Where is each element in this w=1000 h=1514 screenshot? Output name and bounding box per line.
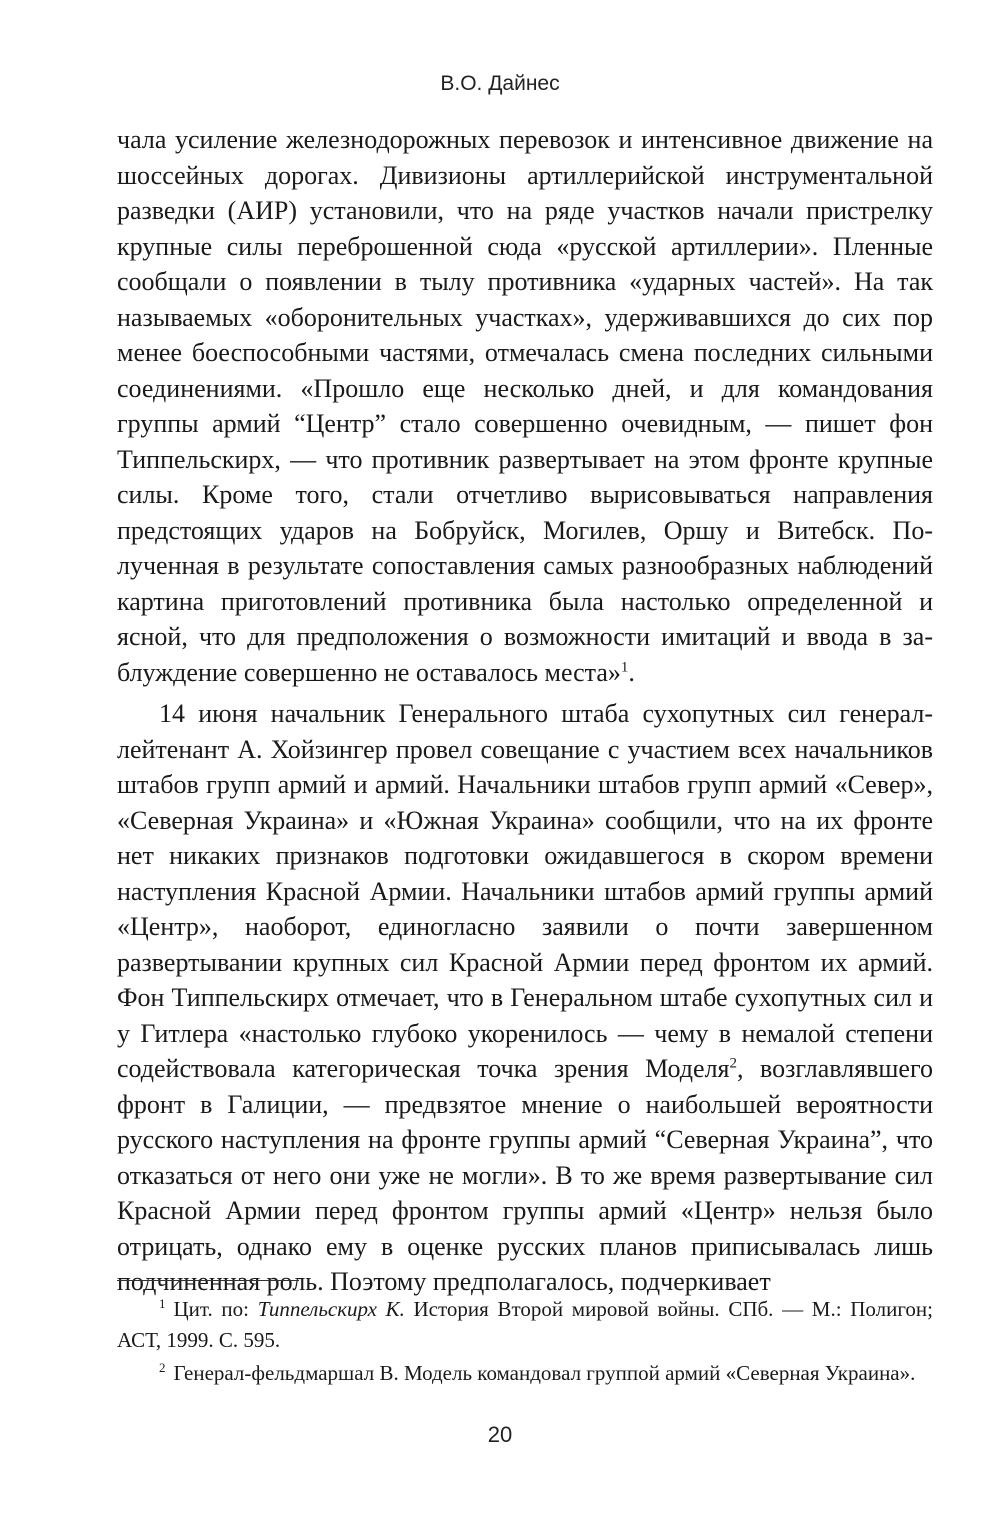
paragraph: чала усиление железнодорожных перевозок и интенсивное движение на шоссейных дорогах. Дивизионы артиллерийской инструментальной разведки (АИР) установили, что на ряде участков начали пристрелку крупные силы переброшенной сюда «русской артиллерии». Пленные сообщали о появлении в тылу противника «ударных частей». На так называемых «оборонительных участках», удерживавшихся до сих пор менее боеспособными частями, отмечалась смена последних сильными соединениями. «Прошло еще несколько дней, и для командования группы армий “Центр” стало совершенно очевидным, — пишет фон Типпельскирх, — что противник развертывает на этом фронте крупные силы. Кроме того, стали отчетливо вырисовываться направления предстоящих ударов на Бобруйск, Могилев, Оршу и Витебск. Полученная в результате сопоставления самых разнообразных наблюдений картина приготовлений противника была настолько определенной и ясной, что для предположения о возможности имитаций и ввода в заблуждение совершенно не оставалось места»$^1$. [117,125,933,687]
main-text [117,122,933,1300]
footnote-1: $^1$ Цит. по: Типпельскирх К. История Второй мировой войны. СПб. — М.: Полигон; АСТ, 1999. С. 595. [117,1296,934,1352]
footnote-ref-1[interactable]: 1 [620,658,629,675]
footnote-separator [117,1280,299,1281]
footnote-ref-2[interactable]: 2 [729,1055,738,1072]
running-head: В.О. Дайнес [440,72,560,95]
page-number: 20 [487,1422,513,1447]
paragraph: 14 июня начальник Генерального штаба сухопутных сил генерал-лейтенант А. Хойзингер провел совещание с участием всех начальников штабов групп армий и армий. Начальники штабов групп армий «Север», «Северная Украина» и «Южная Украина» сообщили, что на их фронте нет никаких признаков подготовки ожидавшегося в скором времени наступления Красной Армии. Начальники штабов армий группы армий «Центр», наоборот, единогласно заявили о почти завершенном развертывании крупных сил Красной Армии перед фронтом их армий. Фон Типпельскирх отмечает, что в Генеральном штабе сухопутных сил и у Гитлера «настолько глубоко укоренилось — чему в немалой степени содействовала категорическая точка зрения Моделя$^2$, возглавлявшего фронт в Галиции, — предвзятое мнение о наибольшей вероятности русского наступления на фронте группы армий “Северная Украина”, что отказаться от него они уже не могли». В то же время развертывание сил Красной Армии перед фронтом группы армий «Центр» нельзя было отрицать, однако ему в оценке русских планов приписывалась лишь подчиненная роль. Поэтому предполагалось, подчеркивает [117,699,933,1296]
footnote-2: $^2$ Генерал-фельдмаршал В. Модель командовал группой армий «Северная Украина». [159,1360,916,1385]
footnotes [117,1294,933,1389]
